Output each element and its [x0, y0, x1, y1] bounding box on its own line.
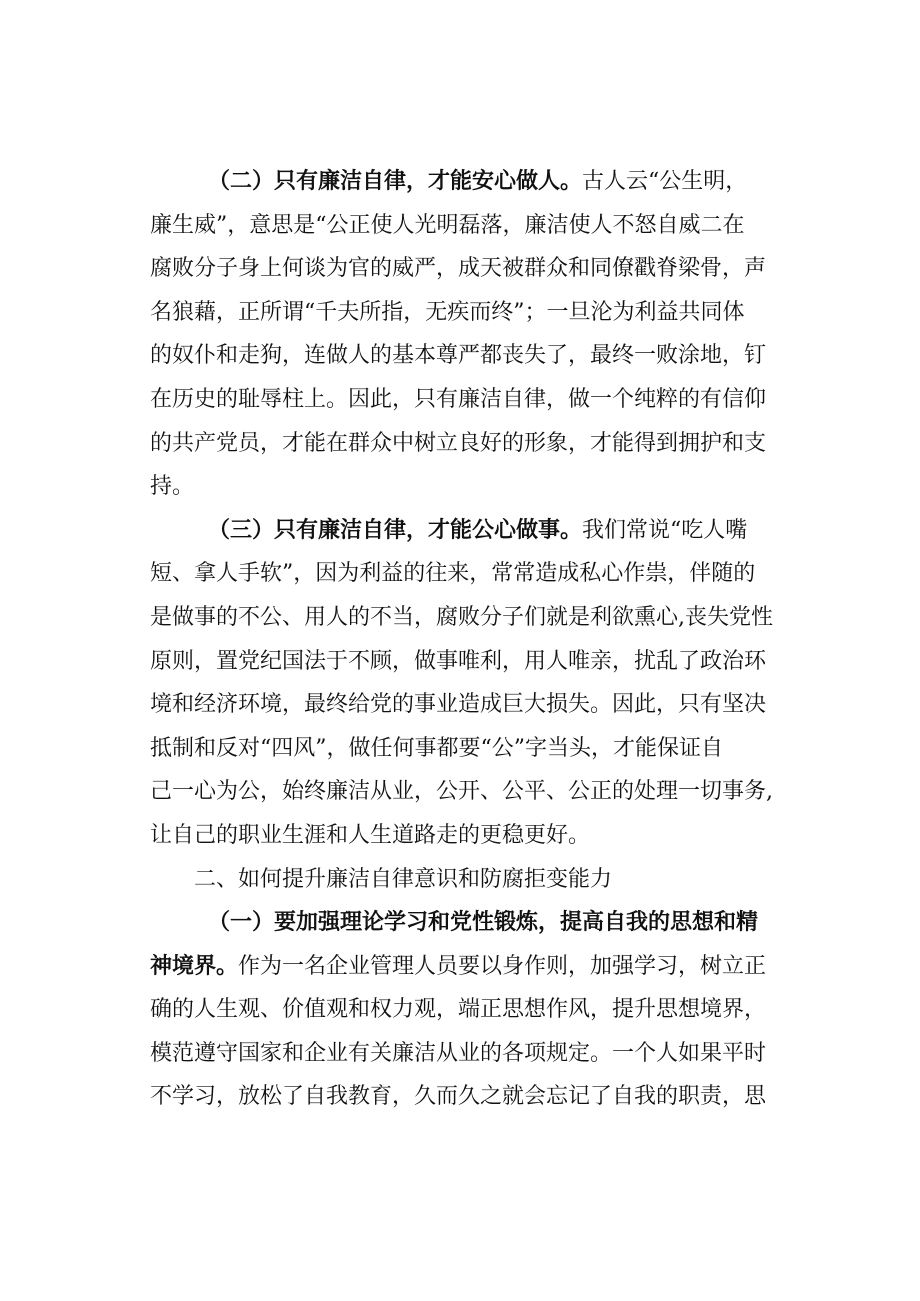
paragraph-3-line-1	[150, 509, 800, 553]
paragraph-2-text: 古人云“公生明，	[582, 169, 748, 194]
paragraph-2-line: 的奴仆和走狗，连做人的基本尊严都丧失了，最终一败涂地，钉	[150, 343, 767, 369]
subsection-1-line-2	[150, 945, 800, 989]
subsection-1-heading: （一）要加强理论学习和党性锻炼，提高自我的思想和精	[208, 910, 759, 936]
subsection-1-line: 不学习，放松了自我教育，久而久之就会忘记了自我的职责，思	[150, 1084, 767, 1110]
paragraph-3-line: 让自己的职业生涯和人生道路走的更稳更好。	[150, 822, 591, 848]
paragraph-2-line: 在历史的耻辱柱上。因此，只有廉洁自律，做一个纯粹的有信仰	[150, 386, 767, 412]
paragraph-3-line: 抵制和反对“四风”，做任何事都要“公”字当头，才能保证自	[150, 735, 723, 761]
part-2-heading: 二、如何提升廉洁自律意识和防腐拒变能力	[194, 866, 613, 892]
subsection-1-text: 作为一名企业管理人员要以身作则，加强学习，树立正	[238, 953, 767, 979]
paragraph-2-line: 廉生威”，意思是“公正使人光明磊落，廉洁使人不怒自威二在	[150, 212, 745, 238]
paragraph-2-line: 名狼藉，正所谓“千夫所指，无疾而终”；一旦沦为利益共同体	[150, 299, 745, 325]
paragraph-3-line: 是做事的不公、用人的不当，腐败分子们就是利欲熏心,丧失党性	[150, 604, 773, 630]
paragraph-3-line: 原则，置党纪国法于不顾，做事唯利，用人唯亲，扰乱了政治环	[150, 648, 767, 674]
paragraph-2-line: 的共产党员，才能在群众中树立良好的形象，才能得到拥护和支	[150, 430, 767, 456]
paragraph-2-line: 腐败分子身上何谈为官的威严，成天被群众和同僚戳脊梁骨，声	[150, 256, 767, 282]
subsection-1-line: 确的人生观、价值观和权力观，端正思想作风，提升思想境界，	[150, 997, 767, 1023]
subsection-1-line-1	[150, 901, 800, 945]
paragraph-3-line: 境和经济环境，最终给党的事业造成巨大损失。因此，只有坚决	[150, 692, 767, 718]
paragraph-3-text: 我们常说“吃人嘴	[582, 517, 748, 543]
subsection-1-heading-end: 神境界。	[150, 953, 239, 979]
paragraph-2-line-1	[150, 160, 800, 204]
paragraph-2-line: 持。	[150, 474, 195, 500]
paragraph-3-heading: （三）只有廉洁自律，才能公心做事。	[208, 517, 583, 543]
paragraph-3-line: 短、拿人手软”，因为利益的往来，常常造成私心作祟，伴随的	[150, 561, 756, 587]
document-page	[150, 160, 800, 1119]
subsection-1-line: 模范遵守国家和企业有关廉洁从业的各项规定。一个人如果平时	[150, 1040, 767, 1066]
paragraph-2-heading: （二）只有廉洁自律，才能安心做人。	[208, 169, 583, 194]
paragraph-3-line: 己一心为公，始终廉洁从业，公开、公平、公正的处理一切事务,	[150, 779, 773, 805]
